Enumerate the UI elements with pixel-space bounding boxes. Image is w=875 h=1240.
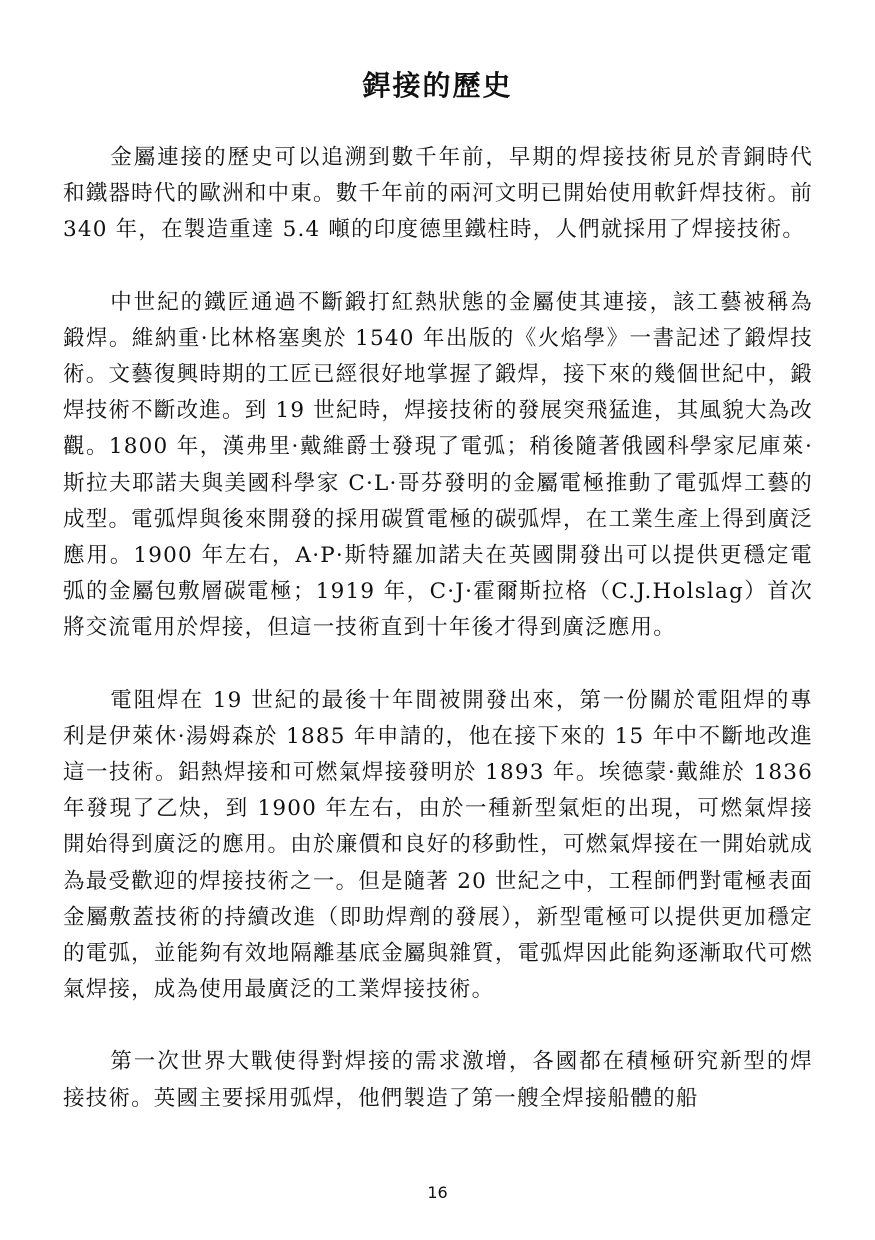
paragraph-ancient-history: 金屬連接的歷史可以追溯到數千年前，早期的焊接技術見於青銅時代和鐵器時代的歐洲和中東。數千年前的兩河文明已開始使用軟釺焊技術。前 340 年，在製造重達 5.4 噸的印度德里鐵柱時，人們就採用了焊接技術。 bbox=[63, 145, 813, 243]
body-text bbox=[63, 140, 813, 1153]
page-number: 16 bbox=[427, 1183, 448, 1202]
paragraph-world-war-one: 第一次世界大戰使得對焊接的需求激增，各國都在積極研究新型的焊接技術。英國主要採用弧焊，他們製造了第一艘全焊接船體的船 bbox=[63, 1049, 813, 1111]
paragraph-medieval-arc-welding: 中世紀的鐵匠通過不斷鍛打紅熱狀態的金屬使其連接，該工藝被稱為鍛焊。維納重·比林格塞奧於 1540 年出版的《火焰學》一書記述了鍛焊技術。文藝復興時期的工匠已經很好地掌握了鍛焊，接下來的幾個世紀中，鍛焊技術不斷改進。到 19 世紀時，焊接技術的發展突飛猛進，其風貌大為改觀。1800 年，漢弗里·戴維爵士發現了電弧；稍後隨著俄國科學家尼庫萊·斯拉夫耶諾夫與美國科學家 C·L·哥芬發明的金屬電極推動了電弧焊工藝的成型。電弧焊與後來開發的採用碳質電極的碳弧焊，在工業生產上得到廣泛應用。1900 年左右，A·P·斯特羅加諾夫在英國開發出可以提供更穩定電弧的金屬包敷層碳電極；1919 年，C·J·霍爾斯拉格（C.J.Holslag）首次將交流電用於焊接，但這一技術直到十年後才得到廣泛應用。 bbox=[63, 289, 813, 641]
page-title: 銲接的歷史 bbox=[362, 69, 513, 102]
paragraph-resistance-gas-welding: 電阻焊在 19 世紀的最後十年間被開發出來，第一份關於電阻焊的專利是伊萊休·湯姆森於 1885 年申請的，他在接下來的 15 年中不斷地改進這一技術。鋁熱焊接和可燃氣焊接發明於 1893 年。埃德蒙·戴維於 1836 年發現了乙炔，到 1900 年左右，由於一種新型氣炬的出現，可燃氣焊接開始得到廣泛的應用。由於廉價和良好的移動性，可燃氣焊接在一開始就成為最受歡迎的焊接技術之一。但是隨著 20 世紀之中，工程師們對電極表面金屬敷蓋技術的持續改進（即助焊劑的發展），新型電極可以提供更加穩定的電弧，並能夠有效地隔離基底金屬與雜質，電弧焊因此能夠逐漸取代可燃氣焊接，成為使用最廣泛的工業焊接技術。 bbox=[63, 687, 813, 1003]
